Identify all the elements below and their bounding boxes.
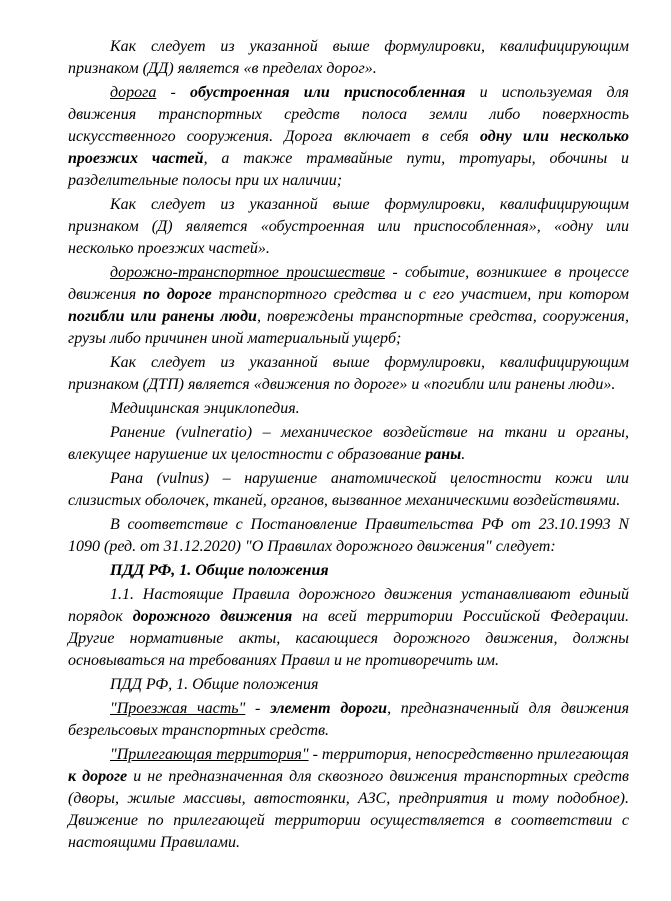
- term-adjacent-territory: "Прилегающая территория": [110, 746, 309, 763]
- bold-text: раны: [425, 446, 462, 463]
- paragraph-road-definition: [68, 82, 629, 192]
- text: транспортного средства и с его участием, при котором: [211, 286, 630, 303]
- paragraph-pdd-heading-bold: [68, 560, 629, 582]
- text: на всей территории Российской Федерации. Другие нормативные акты, касающиеся дорожного движения, должны основываться на требованиях Правил и не противоречить им.: [68, 608, 629, 669]
- text: - событие, возникшее в процессе движения: [68, 264, 629, 303]
- text: ПДД РФ, 1. Общие положения: [110, 676, 319, 693]
- bold-text: обустроенная или приспособленная: [190, 84, 466, 101]
- text: ПДД РФ, 1. Общие положения: [110, 562, 329, 579]
- text: Ранение (vulneratio) – механическое воздействие на ткани и органы, влекущее нарушение их целостности с образование: [68, 424, 629, 463]
- paragraph-carriageway-definition: [68, 698, 629, 742]
- text: Как следует из указанной выше формулировки, квалифицирующим признаком (ДД) является «в пределах дорог».: [68, 38, 629, 77]
- term-accident: дорожно-транспортное происшествие: [110, 264, 385, 281]
- text: и не предназначенная для сквозного движения транспортных средств (дворы, жилые массивы, автостоянки, АЗС, предприятия и тому подобное). Движение по прилегающей территории осуществляется в соответствии с настоящими Правилами.: [68, 768, 629, 851]
- text: - территория, непосредственно прилегающая: [308, 746, 629, 763]
- paragraph-decree-reference: [68, 514, 629, 558]
- paragraph-rule-1-1: [68, 584, 629, 672]
- text: -: [245, 700, 271, 717]
- paragraph-accident-definition: [68, 262, 629, 350]
- paragraph-d-conclusion: [68, 194, 629, 260]
- text: Медицинская энциклопедия.: [110, 400, 300, 417]
- paragraph-wound-definition: [68, 468, 629, 512]
- bold-text: одну или несколько проезжих частей: [68, 128, 630, 167]
- bold-text: погибли или ранены люди: [68, 308, 257, 325]
- text: -: [156, 84, 191, 101]
- text: Как следует из указанной выше формулировки, квалифицирующим признаком (ДТП) является «движения по дороге» и «погибли или ранены люди».: [68, 354, 629, 393]
- text: , предназначенный для движения безрельсовых транспортных средств.: [68, 700, 630, 739]
- term-road: дорога: [110, 84, 157, 101]
- bold-text: по дороге: [143, 286, 212, 303]
- text: , повреждены транспортные средства, сооружения, грузы либо причинен иной материальный ущерб;: [68, 308, 629, 347]
- term-carriageway: "Проезжая часть": [110, 700, 246, 717]
- bold-text: дорожного движения: [132, 608, 293, 625]
- text: 1.1. Настоящие Правила дорожного движения устанавливают единый порядок: [68, 586, 629, 625]
- text: .: [461, 446, 466, 463]
- paragraph-encyclopedia-heading: [68, 398, 629, 420]
- text: Рана (vulnus) – нарушение анатомической целостности кожи или слизистых оболочек, тканей, органов, вызванное механическими воздействиями.: [68, 470, 629, 509]
- bold-text: к дороге: [68, 768, 128, 785]
- text: и используемая для движения транспортных средств полоса земли либо поверхность искусственного сооружения. Дорога включает в себя: [68, 84, 629, 145]
- paragraph-wounding-definition: [68, 422, 629, 466]
- bold-text: элемент дороги: [270, 700, 388, 717]
- paragraph-pdd-heading: [68, 674, 629, 696]
- text: В соответствие с Постановление Правительства РФ от 23.10.1993 N 1090 (ред. от 31.12.2020) "О Правилах дорожного движения" следует:: [68, 516, 629, 555]
- text: Как следует из указанной выше формулировки, квалифицирующим признаком (Д) является «обустроенная или приспособленная», «одну или несколько проезжих частей».: [68, 196, 629, 257]
- text: , а также трамвайные пути, тротуары, обочины и разделительные полосы при их наличии;: [68, 150, 630, 189]
- paragraph-dd-conclusion: [68, 36, 629, 80]
- paragraph-adjacent-territory-definition: [68, 744, 629, 854]
- paragraph-dtp-conclusion: [68, 352, 629, 396]
